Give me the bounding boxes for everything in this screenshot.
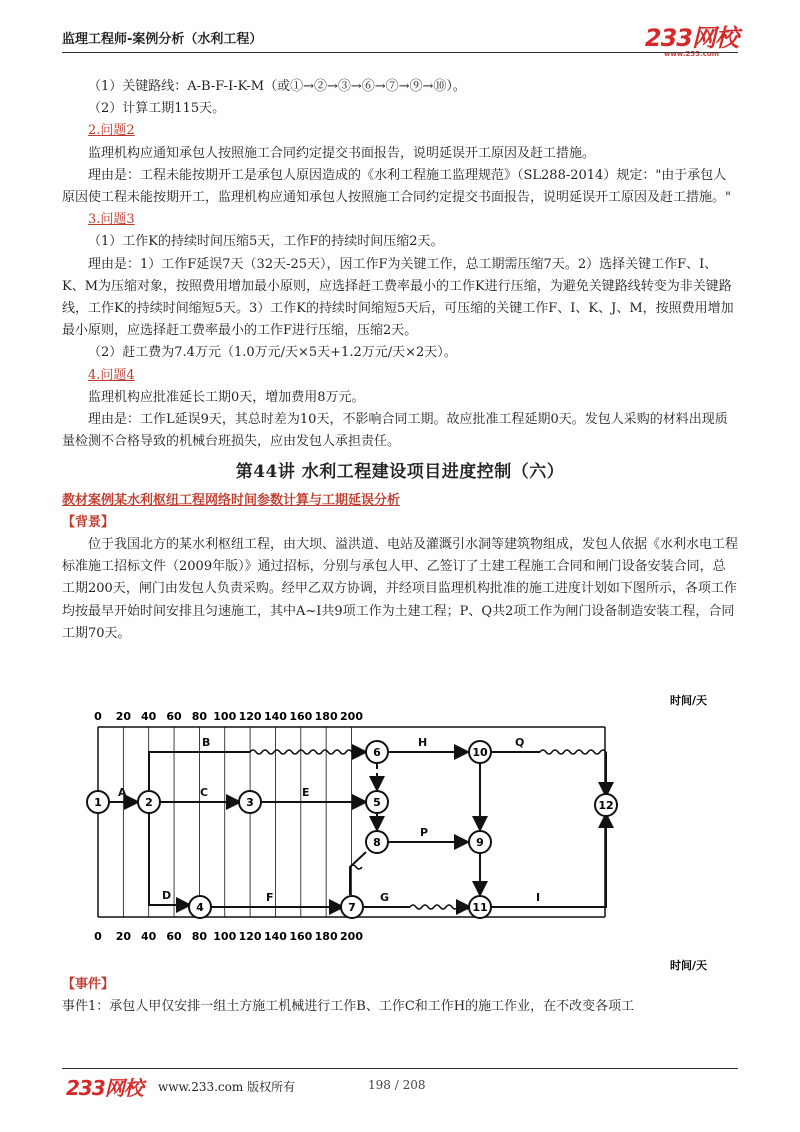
brand-logo[interactable]: 233网校 www.233.com — [644, 24, 738, 58]
node-label: 8 — [373, 836, 381, 849]
q3-answer: （1）工作K的持续时间压缩5天，工作F的持续时间压缩2天。 — [88, 234, 444, 250]
axis-tick: 100 — [213, 930, 237, 943]
axis-tick: 140 — [263, 930, 287, 943]
case-title: 教材案例某水利枢纽工程网络时间参数计算与工期延误分析 — [62, 492, 401, 508]
axis-tick: 40 — [141, 930, 157, 943]
q4-reason: 理由是：工作L延误9天，其总时差为10天，不影响合同工期。故应批准工程延期0天。发包人采购的材料出现质量检测不合格导致的机械台班损失，应由发包人承担责任。 — [62, 412, 728, 450]
grid-lines — [98, 727, 352, 917]
axis-tick: 180 — [314, 710, 338, 723]
axis-tick: 120 — [238, 710, 262, 723]
label-C: C — [200, 786, 209, 799]
axis-tick: 160 — [289, 930, 313, 943]
axis-label-top: 时间/天 — [670, 694, 708, 707]
free-float-B — [250, 750, 358, 754]
axis-tick: 160 — [289, 710, 313, 723]
footer-logo[interactable]: 233网校 — [66, 1076, 143, 1100]
answer-critical-path: （1）关键路线：A-B-F-I-K-M（或①→②→③→⑥→⑦→⑨→⑩）。 — [88, 79, 466, 94]
axis-tick: 20 — [115, 930, 132, 943]
node-label: 5 — [373, 796, 381, 809]
question-3-heading: 3.问题3 — [88, 212, 135, 228]
arrow-I — [490, 814, 606, 907]
node-label: 11 — [472, 901, 488, 914]
event-text: 事件1：承包人甲仅安排一组土方施工机械进行工作B、工作C和工作H的施工作业，在不改变各项工 — [62, 999, 635, 1014]
footer-copyright[interactable]: www.233.com 版权所有 — [158, 1080, 296, 1094]
answer-duration: （2）计算工期115天。 — [88, 101, 226, 117]
arrow-B-start — [149, 752, 200, 792]
label-Q: Q — [515, 736, 525, 749]
network-diagram — [70, 692, 740, 972]
axis-tick: 0 — [94, 930, 102, 943]
node-label: 3 — [246, 796, 254, 809]
node-label: 1 — [94, 796, 102, 809]
axis-tick: 200 — [340, 710, 363, 723]
label-H: H — [418, 736, 428, 749]
question-2-heading: 2.问题2 — [88, 123, 135, 139]
page-number: 198 / 208 — [368, 1078, 426, 1092]
axis-label-bottom: 时间/天 — [670, 959, 708, 972]
document-body — [62, 76, 738, 645]
q3-reason: 理由是：1）工作F延误7天（32天-25天），因工作F为关键工作，总工期需压缩7天。2）选择关键工作F、I、K、M为压缩对象，按照费用增加最小原则，应选择赶工费率最小的工作K进行压缩，为避免关键路线转变为非关键路线，工作K的持续时间缩短5天。3）工作K的持续时间缩短5天后，可压缩的关键工作F、I、K、J、M，按照费用增加最小原则，应选择赶工费率最小的工作F进行压缩，压缩2天。 — [62, 256, 734, 339]
node-label: 6 — [373, 746, 381, 759]
free-float-Q — [540, 750, 606, 754]
axis-tick: 0 — [94, 710, 102, 723]
label-B: B — [202, 736, 211, 749]
label-A: A — [118, 786, 127, 799]
question-4-heading: 4.问题4 — [88, 367, 135, 383]
node-label: 7 — [348, 901, 356, 914]
axis-tick: 80 — [191, 710, 208, 723]
axis-tick: 20 — [115, 710, 132, 723]
label-D: D — [162, 889, 172, 902]
node-label: 4 — [196, 901, 204, 914]
label-I: I — [536, 891, 541, 904]
label-P: P — [420, 826, 429, 839]
axis-tick: 80 — [191, 930, 208, 943]
node-label: 2 — [145, 796, 153, 809]
axis-tick: 60 — [166, 710, 182, 723]
axis-tick: 60 — [166, 930, 182, 943]
footer-divider — [62, 1068, 738, 1069]
axis-tick: 100 — [213, 710, 237, 723]
background-text: 位于我国北方的某水利枢纽工程，由大坝、溢洪道、电站及灌溉引水洞等建筑物组成，发包人依据《水利水电工程标准施工招标文件（2009年版）》通过招标，分别与承包人甲、乙签订了土建工程施工合同和闸门设备安装合同，总工期200天，闸门由发包人负责采购。经甲乙双方协调，并经项目监理机构批准的施工进度计划如下图所示，各项工作均按最早开始时间安排且匀速施工，其中A~I共9项工作为土建工程；P、Q共2项工作为闸门设备制造安装工程，合同工期70天。 — [62, 537, 739, 641]
axis-tick: 120 — [238, 930, 262, 943]
q2-reason: 理由是：工程未能按期开工是承包人原因造成的《水利工程施工监理规范》（SL288-2014）规定："由于承包人原因使工程未能按期开工，监理机构应通知承包人按照施工合同约定提交书面报告，说明延误开工原因及赶工措施。" — [62, 167, 731, 206]
q4-answer: 监理机构应批准延长工期0天，增加费用8万元。 — [88, 389, 365, 405]
axis-tick: 180 — [314, 930, 338, 943]
label-F: F — [266, 891, 274, 904]
axis-tick: 200 — [340, 930, 363, 943]
node-label: 10 — [472, 746, 488, 759]
header-title: 监理工程师-案例分析（水利工程） — [62, 32, 263, 47]
bottom-axis-ticks — [94, 930, 363, 943]
free-float-G — [410, 905, 470, 909]
node-label: 9 — [476, 836, 484, 849]
background-label: 【背景】 — [62, 514, 115, 530]
lecture-title: 第44讲 水利工程建设项目进度控制（六） — [235, 462, 565, 483]
node-label: 12 — [598, 799, 614, 812]
top-axis-ticks — [94, 710, 363, 723]
axis-tick: 140 — [263, 710, 287, 723]
header-divider — [62, 52, 738, 53]
q3-cost: （2）赶工费为7.4万元（1.0万元/天×5天+1.2万元/天×2天）。 — [88, 345, 457, 361]
event-label: 【事件】 — [62, 977, 115, 992]
axis-tick: 40 — [141, 710, 157, 723]
label-G: G — [380, 891, 390, 904]
label-E: E — [302, 786, 310, 799]
q2-answer: 监理机构应通知承包人按照施工合同约定提交书面报告，说明延误开工原因及赶工措施。 — [88, 145, 596, 161]
arrow-8-7 — [350, 852, 366, 895]
